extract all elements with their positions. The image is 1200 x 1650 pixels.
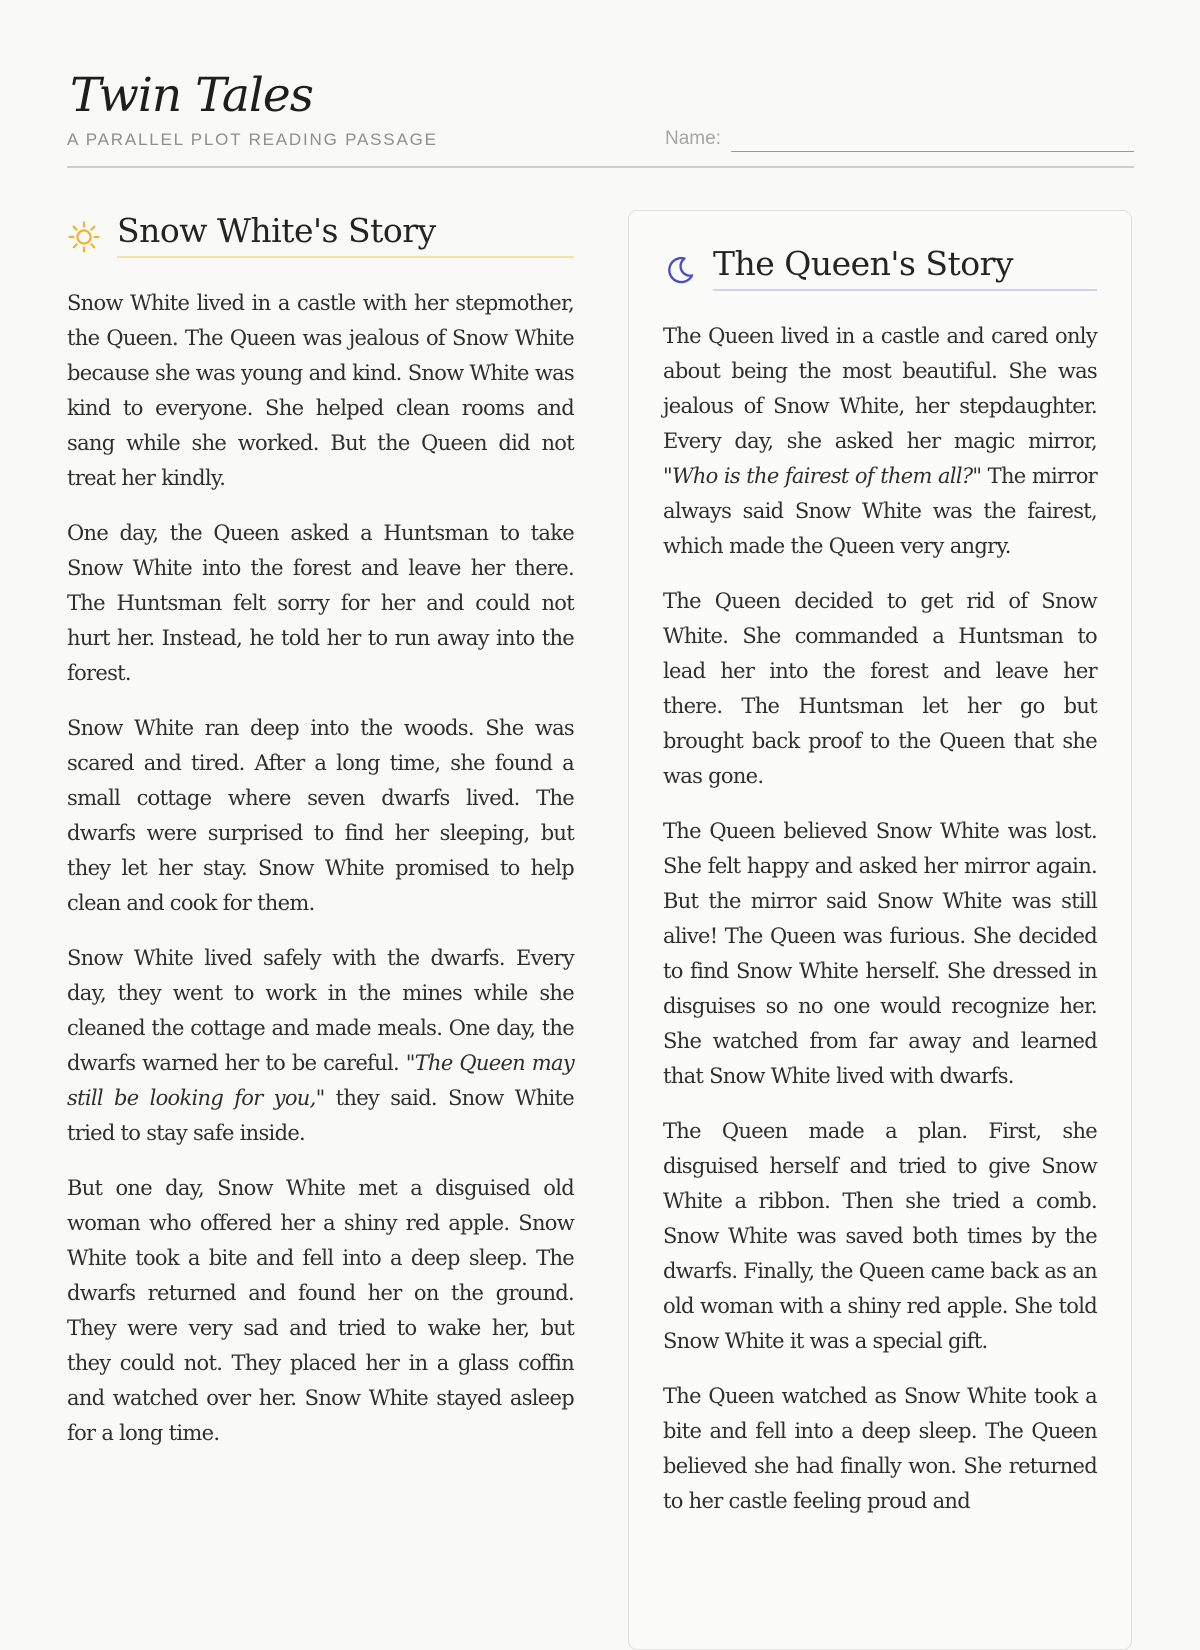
story-paragraph: The Queen watched as Snow White took a bite and fell into a deep sleep. The Queen believed she had finally won. She returned to her castle feeling proud and <box>663 1384 1097 1513</box>
moon-icon <box>663 253 697 287</box>
page-subtitle: A PARALLEL PLOT READING PASSAGE <box>67 130 438 149</box>
paragraph-text: they said. Snow White tried to stay safe inside. <box>67 1086 574 1145</box>
queen-story-heading <box>663 243 1097 289</box>
story-paragraph: The Queen decided to get rid of Snow White. She commanded a Huntsman to lead her into the forest and leave her there. The Huntsman let her go but brought back proof to the Queen that she was gone. <box>663 589 1097 788</box>
name-field[interactable] <box>665 128 1134 152</box>
page-title: Twin Tales <box>70 68 313 123</box>
paragraph-text: Snow White lived safely with the dwarfs. Every day, they went to work in the mines while she cleaned the cottage and made meals. One day, the dwarfs warned her to be careful. <box>67 946 574 1075</box>
story-paragraph: But one day, Snow White met a disguised old woman who offered her a shiny red apple. Snow White took a bite and fell into a deep sleep. The dwarfs returned and found her on the ground. They were very sad and tried to wake her, but they could not. They placed her in a glass coffin and watched over her. Snow White stayed asleep for a long time. <box>67 1176 574 1445</box>
name-label: Name: <box>665 128 721 149</box>
snow-white-story-title: Snow White's Story <box>117 210 574 258</box>
story-paragraph: One day, the Queen asked a Huntsman to take Snow White into the forest and leave her there. The Huntsman felt sorry for her and could not hurt her. Instead, he told her to run away into the forest. <box>67 521 574 685</box>
queen-story-column <box>628 210 1132 1650</box>
story-paragraph: Snow White ran deep into the woods. She was scared and tired. After a long time, she found a small cottage where seven dwarfs lived. The dwarfs were surprised to find her sleeping, but they let her stay. Snow White promised to help clean and cook for them. <box>67 716 574 915</box>
dwarfs-quote: "The Queen may still be looking for you," <box>67 1051 574 1110</box>
name-blank-line[interactable] <box>731 151 1134 152</box>
story-paragraph: The Queen made a plan. First, she disguised herself and tried to give Snow White a ribbon. Then she tried a comb. Snow White was saved both times by the dwarfs. Finally, the Queen came back as an old woman with a shiny red apple. She told Snow White it was a special gift. <box>663 1119 1097 1353</box>
paragraph-text: The mirror always said Snow White was the fairest, which made the Queen very angry. <box>663 464 1098 558</box>
sun-icon <box>67 220 101 254</box>
snow-white-story-heading <box>67 210 574 256</box>
worksheet-header <box>67 62 1134 168</box>
story-paragraph: Snow White lived in a castle with her stepmother, the Queen. The Queen was jealous of Snow White because she was young and kind. Snow White was kind to everyone. She helped clean rooms and sang while she worked. But the Queen did not treat her kindly. <box>67 291 574 490</box>
story-paragraph <box>67 941 574 1151</box>
story-paragraph: The Queen believed Snow White was lost. She felt happy and asked her mirror again. But the mirror said Snow White was still alive! The Queen was furious. She decided to find Snow White herself. She dressed in disguises so no one would recognize her. She watched from far away and learned that Snow White lived with dwarfs. <box>663 819 1097 1088</box>
mirror-quote: "Who is the fairest of them all?" <box>663 464 982 488</box>
queen-story-title: The Queen's Story <box>713 243 1097 291</box>
paragraph-text: The Queen lived in a castle and cared only about being the most beautiful. She was jealous of Snow White, her stepdaughter. Every day, she asked her magic mirror, <box>663 324 1097 453</box>
snow-white-story-column <box>67 210 574 1471</box>
story-paragraph <box>663 319 1097 564</box>
